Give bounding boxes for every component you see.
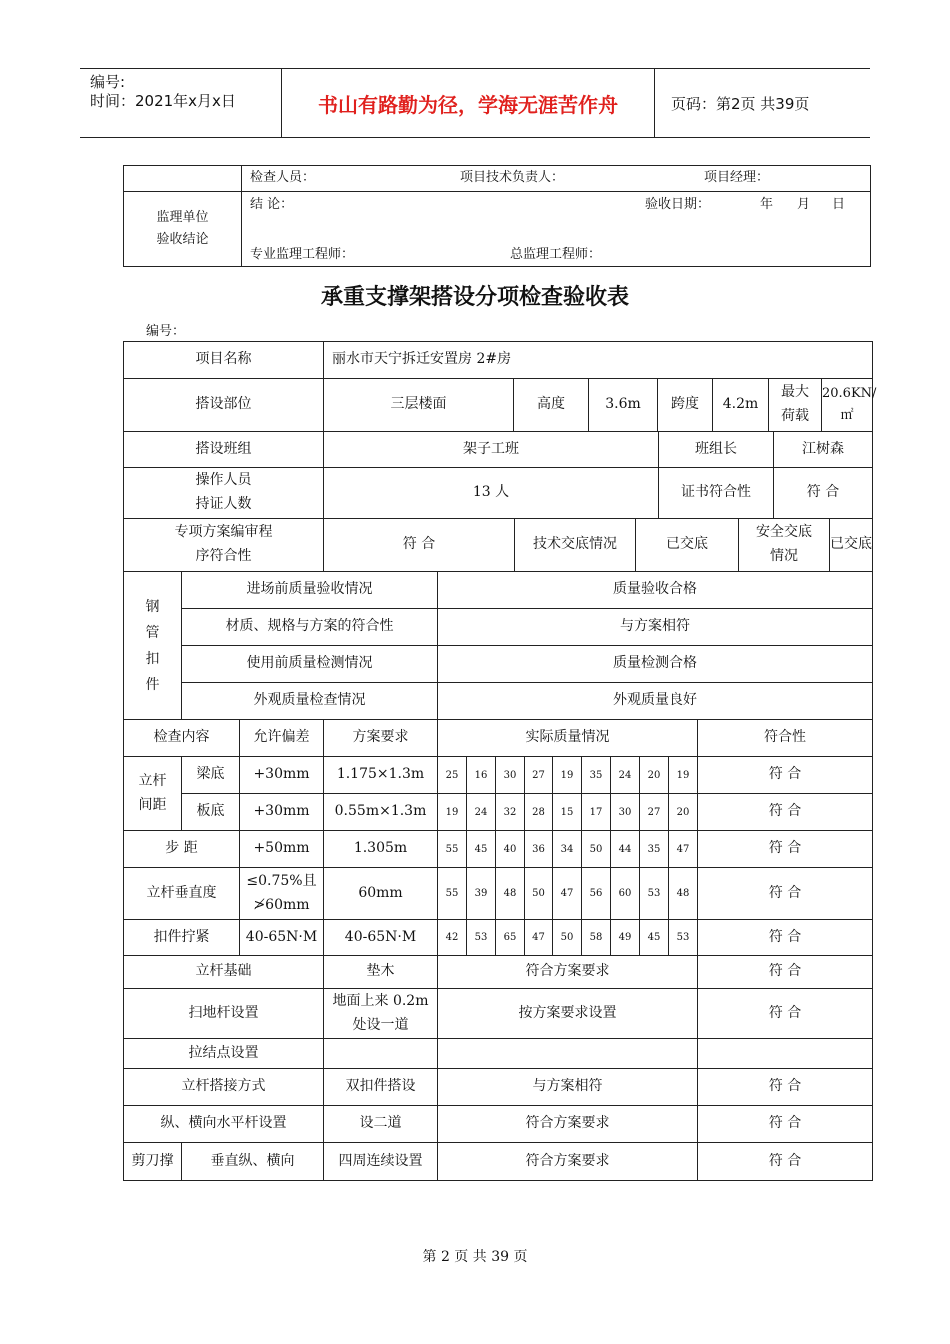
measure-row xyxy=(124,757,873,794)
measure-value: 53 xyxy=(467,920,496,956)
measure-conformity: 符 合 xyxy=(698,920,873,956)
measure-value: 60 xyxy=(611,868,640,920)
requirement-header: 方案要求 xyxy=(324,720,438,757)
sweep-req-line-1: 地面上来 0.2m xyxy=(332,992,429,1009)
setting-row xyxy=(124,1143,873,1181)
actual-quality-header: 实际质量情况 xyxy=(438,720,698,757)
height-label: 高度 xyxy=(514,379,589,431)
measure-conformity: 符 合 xyxy=(698,831,873,868)
measure-value: 30 xyxy=(611,794,640,831)
measure-name: 扣件拧紧 xyxy=(124,920,240,956)
max-load-value: 20.6KN/㎡ xyxy=(822,379,873,431)
measure-deviation: +30mm xyxy=(240,794,324,831)
setting-requirement: 垫木 xyxy=(324,956,438,989)
tech-brief-label: 技术交底情况 xyxy=(515,519,636,571)
team-leader-label: 班组长 xyxy=(659,432,774,467)
cert-value: 符 合 xyxy=(806,484,840,501)
info-row xyxy=(124,468,873,519)
pipe-item: 材质、规格与方案的符合性 xyxy=(182,609,438,646)
measure-deviation: +50mm xyxy=(240,831,324,868)
span-value: 4.2m xyxy=(713,379,769,431)
setting-item: 扫地杆设置 xyxy=(124,989,324,1039)
measure-requirement: 40-65N·M xyxy=(324,920,438,956)
conclusion-label: 结 论： xyxy=(250,197,294,212)
measure-value: 35 xyxy=(582,757,611,794)
setting-conformity: 符 合 xyxy=(698,989,873,1039)
info-row xyxy=(124,342,873,379)
setting-row xyxy=(124,989,873,1039)
measure-value: 55 xyxy=(438,868,467,920)
pipe-side-char: 钢 xyxy=(145,598,160,615)
measure-value: 20 xyxy=(640,757,669,794)
measure-value: 35 xyxy=(640,831,669,868)
tech-brief-value: 已交底 xyxy=(636,519,739,571)
pipe-item: 进场前质量验收情况 xyxy=(246,581,373,598)
setting-item: 纵、横向水平杆设置 xyxy=(124,1106,324,1143)
plan-value: 符 合 xyxy=(324,519,515,571)
pipe-row xyxy=(124,609,873,646)
info-row xyxy=(124,519,873,572)
conformity-header: 符合性 xyxy=(698,720,873,757)
day-label: 日 xyxy=(832,197,846,212)
setting-row xyxy=(124,1039,873,1069)
measure-value: 55 xyxy=(438,831,467,868)
plan-label-line-2: 序符合性 xyxy=(195,548,252,564)
setting-item: 立杆基础 xyxy=(124,956,324,989)
location-value: 三层楼面 xyxy=(324,379,514,431)
measure-value: 56 xyxy=(582,868,611,920)
measure-value: 53 xyxy=(640,868,669,920)
setting-actual: 符合方案要求 xyxy=(438,1106,698,1143)
measure-value: 47 xyxy=(553,868,582,920)
pipe-row xyxy=(124,572,873,609)
measure-deviation xyxy=(240,868,324,920)
measure-value: 50 xyxy=(582,831,611,868)
setting-actual xyxy=(438,1039,698,1069)
measure-value: 28 xyxy=(525,794,553,831)
setting-requirement: 设二道 xyxy=(324,1106,438,1143)
operators-value: 13 人 xyxy=(324,468,659,518)
safety-brief-label xyxy=(739,519,830,571)
pipe-result: 外观质量良好 xyxy=(438,683,873,720)
setting-actual: 按方案要求设置 xyxy=(438,989,698,1039)
measure-value: 19 xyxy=(553,757,582,794)
setting-conformity: 符 合 xyxy=(698,956,873,989)
setting-requirement xyxy=(324,989,438,1039)
max-load-label-line-2: 荷载 xyxy=(781,408,809,424)
header-motto: 书山有路勤为径，学海无涯苦作舟 xyxy=(282,69,655,137)
acceptance-date-label: 验收日期： xyxy=(645,197,711,212)
project-name-value: 丽水市天宁拆迁安置房 2#房 xyxy=(324,342,873,379)
measure-value: 50 xyxy=(553,920,582,956)
setting-item: 立杆搭接方式 xyxy=(124,1069,324,1106)
measure-value: 19 xyxy=(438,794,467,831)
location-group xyxy=(324,379,877,432)
measure-value: 45 xyxy=(640,920,669,956)
plan-group xyxy=(324,519,873,572)
safety-brief-label-line-2: 情况 xyxy=(770,548,798,564)
info-row xyxy=(124,379,873,432)
header-page-info: 页码：第2页 共39页 xyxy=(671,94,810,113)
setting-conformity: 符 合 xyxy=(698,1069,873,1106)
measure-value: 27 xyxy=(525,757,553,794)
pipe-side-char: 件 xyxy=(145,676,160,693)
setting-row xyxy=(124,1106,873,1143)
team-leader-value: 江树森 xyxy=(802,440,845,457)
deviation-line-1: ≤0.75%且 xyxy=(246,872,317,889)
setting-actual: 符合方案要求 xyxy=(438,956,698,989)
setting-conformity: 符 合 xyxy=(698,1143,873,1181)
measure-value: 24 xyxy=(467,794,496,831)
project-name-label: 项目名称 xyxy=(124,342,324,379)
measure-name: 步 距 xyxy=(124,831,240,868)
supervisor-table xyxy=(123,165,871,267)
check-header-row xyxy=(124,720,873,757)
deviation-header: 允许偏差 xyxy=(240,720,324,757)
measure-conformity: 符 合 xyxy=(698,794,873,831)
check-content-header: 检查内容 xyxy=(124,720,240,757)
operators-label-line-2: 持证人数 xyxy=(195,496,252,512)
measure-value: 44 xyxy=(611,831,640,868)
operators-label xyxy=(124,468,324,519)
setting-requirement: 双扣件搭设 xyxy=(324,1069,438,1106)
form-code-label: 编号： xyxy=(146,324,186,339)
measure-value: 53 xyxy=(669,920,698,956)
measure-row xyxy=(124,868,873,920)
measure-value: 50 xyxy=(525,868,553,920)
month-label: 月 xyxy=(797,197,811,212)
measure-deviation: 40-65N·M xyxy=(240,920,324,956)
measure-name: 立杆垂直度 xyxy=(124,868,240,920)
pole-spacing-line-2: 间距 xyxy=(138,796,167,813)
chief-engineer-label: 总监理工程师： xyxy=(510,247,602,262)
measure-value: 20 xyxy=(669,794,698,831)
setting-conformity xyxy=(698,1039,873,1069)
setting-item: 剪刀撑 xyxy=(124,1143,182,1181)
setting-actual: 符合方案要求 xyxy=(438,1143,698,1181)
safety-brief-value: 已交底 xyxy=(830,536,873,553)
operators-group xyxy=(324,468,873,519)
measure-value: 25 xyxy=(438,757,467,794)
pipe-result: 质量验收合格 xyxy=(438,572,873,609)
setting-item: 拉结点设置 xyxy=(124,1039,324,1069)
pipe-row xyxy=(124,646,873,683)
team-value: 架子工班 xyxy=(324,432,659,467)
supervisor-unit-label xyxy=(124,192,242,267)
plan-label xyxy=(124,519,324,572)
measure-requirement: 0.55m×1.3m xyxy=(324,794,438,831)
sweep-req-line-2: 处设一道 xyxy=(352,1016,409,1033)
measure-requirement: 1.175×1.3m xyxy=(324,757,438,794)
measure-requirement: 1.305m xyxy=(324,831,438,868)
supervisor-conclusion-cell xyxy=(242,192,871,267)
pipe-side-char: 管 xyxy=(145,624,160,641)
measure-value: 39 xyxy=(467,868,496,920)
page-title: 承重支撑架搭设分项检查验收表 xyxy=(320,285,629,310)
setting-conformity: 符 合 xyxy=(698,1106,873,1143)
measure-value: 58 xyxy=(582,920,611,956)
measure-value: 19 xyxy=(669,757,698,794)
measure-value: 27 xyxy=(640,794,669,831)
plan-label-line-1: 专项方案编审程 xyxy=(174,524,273,541)
measure-value: 36 xyxy=(525,831,553,868)
span-label: 跨度 xyxy=(658,379,713,431)
setting-actual: 与方案相符 xyxy=(438,1069,698,1106)
pipe-result: 与方案相符 xyxy=(438,609,873,646)
manager-label: 项目经理： xyxy=(704,170,770,186)
pole-spacing-line-1: 立杆 xyxy=(138,772,167,789)
measure-row xyxy=(124,794,873,831)
measure-value: 42 xyxy=(438,920,467,956)
team-group xyxy=(324,432,873,468)
pipe-side-char: 扣 xyxy=(145,650,160,667)
inspection-table xyxy=(123,341,877,1181)
max-load-label-line-1: 最大 xyxy=(781,384,809,401)
supervisor-signatures-row xyxy=(242,166,871,192)
pipe-side-label xyxy=(124,572,182,720)
measure-value: 47 xyxy=(669,831,698,868)
cert-label: 证书符合性 xyxy=(659,468,774,518)
measure-value: 17 xyxy=(582,794,611,831)
inspector-label: 检查人员： xyxy=(250,170,316,186)
measure-value: 32 xyxy=(496,794,525,831)
measure-value: 40 xyxy=(496,831,525,868)
pipe-item: 外观质量检查情况 xyxy=(182,683,438,720)
height-value: 3.6m xyxy=(589,379,658,431)
measure-value: 34 xyxy=(553,831,582,868)
measure-requirement: 60mm xyxy=(324,868,438,920)
engineer-label: 专业监理工程师： xyxy=(250,247,355,262)
measure-value: 49 xyxy=(611,920,640,956)
unit-label-line-2: 验收结论 xyxy=(156,232,209,247)
measure-conformity: 符 合 xyxy=(698,757,873,794)
pipe-item-cell xyxy=(182,572,438,609)
location-label: 搭设部位 xyxy=(124,379,324,432)
page-footer: 第 2 页 共 39 页 xyxy=(422,1249,528,1265)
measure-row xyxy=(124,920,873,956)
tech-lead-label: 项目技术负责人： xyxy=(460,170,565,186)
measure-value: 65 xyxy=(496,920,525,956)
setting-requirement xyxy=(324,1039,438,1069)
team-label: 搭设班组 xyxy=(124,432,324,468)
measure-value: 30 xyxy=(496,757,525,794)
measure-value: 16 xyxy=(467,757,496,794)
measure-value: 45 xyxy=(467,831,496,868)
setting-requirement: 四周连续设置 xyxy=(324,1143,438,1181)
measure-row xyxy=(124,831,873,868)
measure-value: 47 xyxy=(525,920,553,956)
setting-subitem: 垂直纵、横向 xyxy=(182,1143,324,1181)
unit-label-line-1: 监理单位 xyxy=(156,209,209,225)
pipe-item: 使用前质量检测情况 xyxy=(182,646,438,683)
year-label: 年 xyxy=(760,197,774,212)
pole-spacing-label xyxy=(124,757,182,831)
info-row xyxy=(124,432,873,468)
safety-brief-label-line-1: 安全交底 xyxy=(756,524,812,541)
setting-row xyxy=(124,1069,873,1106)
measure-value: 48 xyxy=(669,868,698,920)
measure-value: 15 xyxy=(553,794,582,831)
measure-value: 48 xyxy=(496,868,525,920)
supervisor-blank-cell xyxy=(124,166,242,192)
document-header xyxy=(80,68,870,138)
measure-conformity: 符 合 xyxy=(698,868,873,920)
measure-name: 梁底 xyxy=(182,757,240,794)
pipe-row xyxy=(124,683,873,720)
deviation-line-2: ≯60mm xyxy=(253,896,310,913)
setting-row xyxy=(124,956,873,989)
pipe-result: 质量检测合格 xyxy=(438,646,873,683)
measure-value: 24 xyxy=(611,757,640,794)
max-load-label xyxy=(769,379,822,431)
header-code-label: 编号: xyxy=(90,73,126,91)
header-left-cell xyxy=(80,69,282,137)
operators-label-line-1: 操作人员 xyxy=(195,472,252,489)
measure-deviation: +30mm xyxy=(240,757,324,794)
header-time-label: 时间：2021年x月x日 xyxy=(90,92,236,110)
measure-name: 板底 xyxy=(182,794,240,831)
